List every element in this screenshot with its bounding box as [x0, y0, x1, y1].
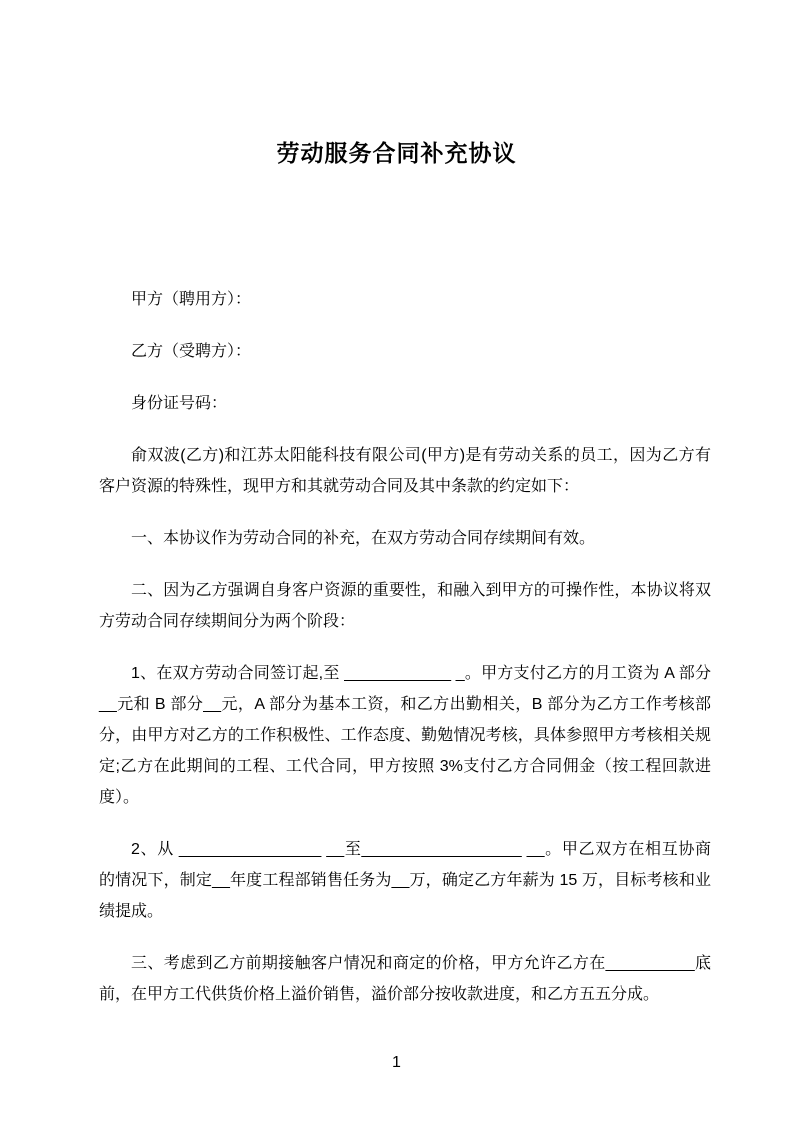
clause-3: 三、考虑到乙方前期接触客户情况和商定的价格，甲方允许乙方在__________底前，在甲方工代供货价格上溢价销售，溢价部分按收款进度，和乙方五五分成。	[99, 955, 711, 1003]
clause-2-stage-1: 1、在双方劳动合同签订起,至 ____________ _。甲方支付乙方的月工资为 A 部分__元和 B 部分__元，A 部分为基本工资，和乙方出勤相关，B 部分为乙方工作考核部分，由甲方对乙方的工作积极性、工作态度、勤勉情况考核，具体参照甲方考核相关规定;乙方在此期间的工程、工代合同，甲方按照 3%支付乙方合同佣金（按工程回款进度）。	[99, 665, 711, 806]
clause-2-stage-2: 2、从 ________________ __至__________________ __。甲乙双方在相互协商的情况下，制定__年度工程部销售任务为__万，确定乙方年薪为 15 万，目标考核和业绩提成。	[99, 841, 711, 920]
party-b-line: 乙方（受聘方）：	[131, 343, 252, 360]
id-number-line: 身份证号码：	[131, 395, 228, 412]
clause-2: 二、因为乙方强调自身客户资源的重要性，和融入到甲方的可操作性，本协议将双方劳动合同存续期间分为两个阶段：	[99, 582, 711, 630]
clause-1: 一、本协议作为劳动合同的补充，在双方劳动合同存续期间有效。	[131, 530, 596, 547]
document-body	[99, 284, 711, 1031]
page-number: 1	[392, 1054, 401, 1071]
party-a-line: 甲方（聘用方）：	[131, 291, 252, 308]
document-title: 劳动服务合同补充协议	[276, 140, 517, 166]
preamble-paragraph: 俞双波(乙方)和江苏太阳能科技有限公司(甲方)是有劳动关系的员工，因为乙方有客户资源的特殊性，现甲方和其就劳动合同及其中条款的约定如下：	[99, 447, 711, 495]
